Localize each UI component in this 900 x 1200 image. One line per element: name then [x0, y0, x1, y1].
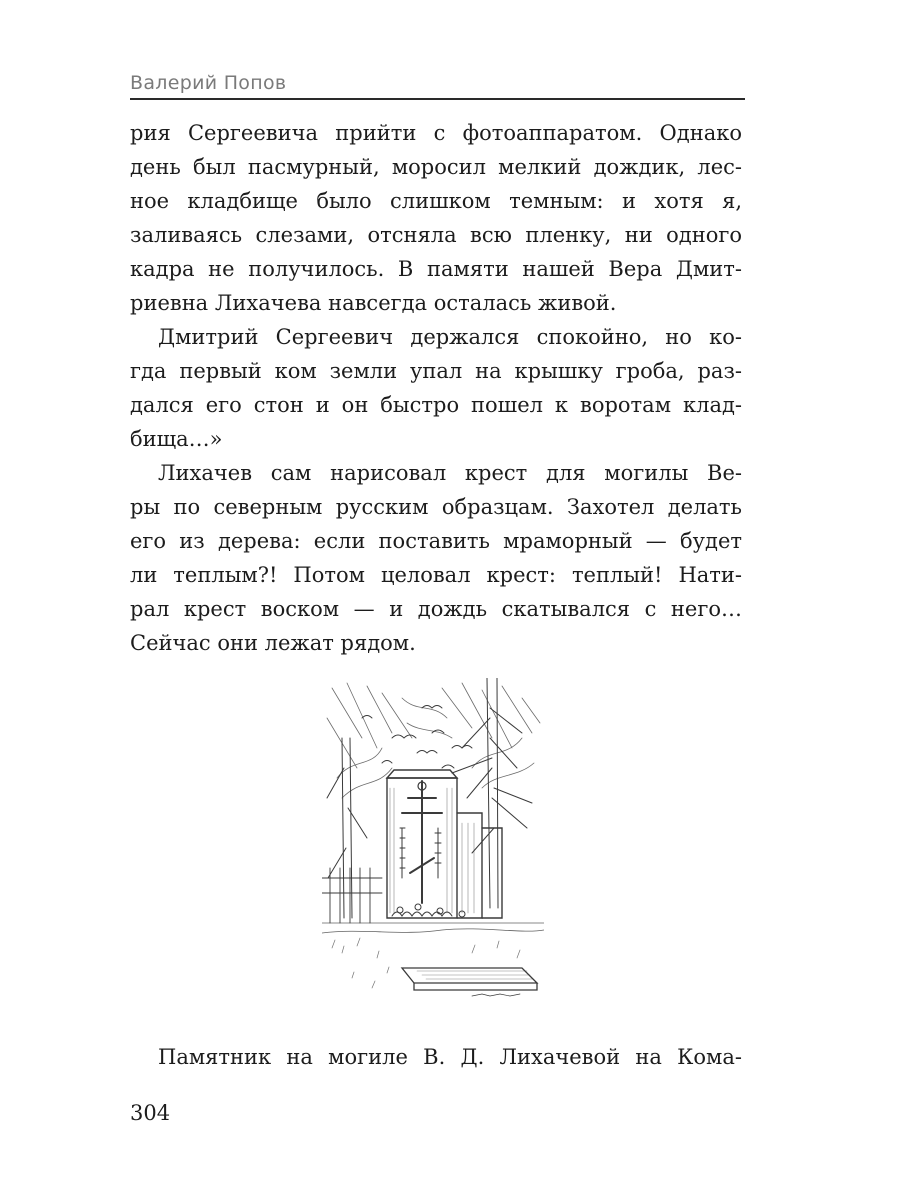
text-line: день был пасмурный, моросил мелкий дождик, лес- [130, 155, 742, 179]
text-line: риевна Лихачева навсегда осталась живой. [130, 291, 617, 315]
paragraph [130, 116, 742, 320]
grave-monument-illustration [322, 678, 544, 1000]
page-number: 304 [130, 1101, 171, 1125]
paragraph [130, 456, 742, 660]
running-header [130, 70, 745, 100]
text-line: Лихачев сам нарисовал крест для могилы Ве- [158, 461, 742, 485]
text-line: дался его стон и он быстро пошел к воротам клад- [130, 393, 742, 417]
text-line: рия Сергеевича прийти с фотоаппаратом. Однако [130, 121, 742, 145]
text-line: его из дерева: если поставить мраморный — будет [130, 529, 742, 553]
text-line: Сейчас они лежат рядом. [130, 631, 416, 655]
body-text [130, 116, 742, 660]
text-line: ры по северным русским образцам. Захотел делать [130, 495, 742, 519]
text-line: рал крест воском — и дождь скатывался с него… [130, 597, 742, 621]
text-line: ное кладбище было слишком темным: и хотя я, [130, 189, 742, 213]
figure-caption: Памятник на могиле В. Д. Лихачевой на Кома- [158, 1045, 742, 1069]
text-line: ли теплым?! Потом целовал крест: теплый! Нати- [130, 563, 742, 587]
text-line: кадра не получилось. В памяти нашей Вера Дмит- [130, 257, 742, 281]
header-author: Валерий Попов [130, 72, 287, 94]
text-line: Дмитрий Сергеевич держался спокойно, но ко- [158, 325, 742, 349]
text-line: бища…» [130, 427, 223, 451]
paragraph [130, 320, 742, 456]
text-line: заливаясь слезами, отсняла всю пленку, ни одного [130, 223, 742, 247]
text-line: гда первый ком земли упал на крышку гроба, раз- [130, 359, 742, 383]
